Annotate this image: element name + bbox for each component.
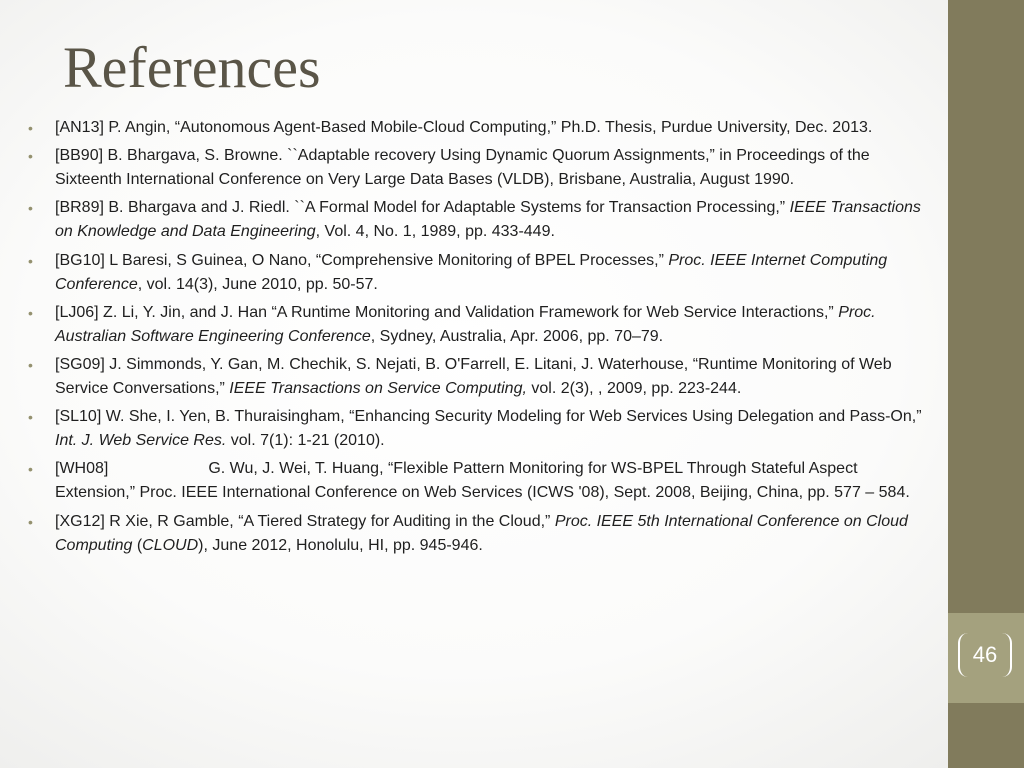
- reference-text: vol. 2(3), , 2009, pp. 223-244.: [526, 379, 742, 397]
- reference-item: [0, 301, 940, 349]
- page-number-box: [948, 613, 1024, 703]
- reference-item: [0, 405, 940, 453]
- reference-text: Z. Li, Y. Jin, and J. Han “A Runtime Monitoring and Validation Framework for Web Service Interactions,”: [103, 303, 839, 321]
- reference-venue: Proc. Australian Software Engineering Conference: [55, 303, 876, 345]
- reference-item: [0, 116, 940, 140]
- reference-item: [0, 196, 940, 244]
- reference-text: , vol. 14(3), June 2010, pp. 50-57.: [137, 275, 378, 293]
- reference-text: , Vol. 4, No. 1, 1989, pp. 433-449.: [315, 223, 555, 241]
- reference-text: B. Bhargava, S. Browne. ``Adaptable recovery Using Dynamic Quorum Assignments,” in Proceedings of the Sixteenth International Conference on Very Large Data Bases (VLDB), Brisbane, Australia, August 1990.: [55, 147, 870, 189]
- reference-text: vol. 7(1): 1-21 (2010).: [226, 432, 385, 450]
- reference-key: [SG09]: [55, 355, 105, 373]
- reference-venue: IEEE Transactions on Knowledge and Data Engineering: [55, 199, 921, 241]
- reference-key: [BB90]: [55, 147, 104, 165]
- reference-key: [XG12]: [55, 512, 105, 530]
- reference-text: (: [132, 536, 143, 554]
- page-number: 46: [958, 633, 1012, 677]
- reference-venue: CLOUD: [142, 536, 199, 554]
- bullet-icon: •: [28, 461, 33, 478]
- reference-text: J. Simmonds, Y. Gan, M. Chechik, S. Nejati, B. O'Farrell, E. Litani, J. Waterhouse, “Runtime Monitoring of Web Service Conversations,”: [55, 355, 892, 397]
- reference-item: [0, 510, 940, 558]
- bullet-icon: •: [28, 513, 33, 530]
- references-list: [0, 116, 940, 562]
- reference-text: L Baresi, S Guinea, O Nano, “Comprehensive Monitoring of BPEL Processes,”: [109, 251, 669, 269]
- reference-key: [BR89]: [55, 199, 104, 217]
- reference-venue: Proc. IEEE Internet Computing Conference: [55, 251, 888, 293]
- page-title: References: [63, 35, 321, 100]
- reference-text: G. Wu, J. Wei, T. Huang, “Flexible Pattern Monitoring for WS-BPEL Through Stateful Aspect Extension,” Proc. IEEE International Conference on Web Services (ICWS '08), Sept. 2008, Beijing, China, pp. 577 – 584.: [55, 460, 910, 502]
- bullet-icon: •: [28, 148, 33, 165]
- reference-key: [LJ06]: [55, 303, 99, 321]
- bullet-icon: •: [28, 200, 33, 217]
- reference-key: [AN13]: [55, 119, 104, 136]
- reference-item: [0, 353, 940, 401]
- reference-item: [0, 249, 940, 297]
- bullet-icon: •: [28, 356, 33, 373]
- reference-key: [WH08]: [55, 460, 109, 478]
- reference-text: P. Angin, “Autonomous Agent-Based Mobile-Cloud Computing,” Ph.D. Thesis, Purdue University, Dec. 2013.: [108, 119, 873, 136]
- reference-venue: IEEE Transactions on Service Computing,: [229, 379, 527, 397]
- reference-venue: Proc. IEEE 5th International Conference on Cloud Computing: [55, 512, 908, 554]
- reference-key: [BG10]: [55, 251, 105, 269]
- reference-key: [SL10]: [55, 408, 102, 426]
- reference-text: R Xie, R Gamble, “A Tiered Strategy for Auditing in the Cloud,”: [109, 512, 555, 530]
- reference-text: B. Bhargava and J. Riedl. ``A Formal Model for Adaptable Systems for Transaction Processing,”: [108, 199, 790, 217]
- bullet-icon: •: [28, 409, 33, 426]
- reference-item: [0, 457, 940, 505]
- bullet-icon: •: [28, 120, 33, 136]
- reference-text: , Sydney, Australia, Apr. 2006, pp. 70–79.: [370, 327, 664, 345]
- bullet-icon: •: [28, 252, 33, 269]
- reference-venue: Int. J. Web Service Res.: [55, 432, 227, 450]
- reference-item: [0, 144, 940, 192]
- reference-text: ), June 2012, Honolulu, HI, pp. 945-946.: [198, 536, 483, 554]
- bullet-icon: •: [28, 304, 33, 321]
- reference-text: W. She, I. Yen, B. Thuraisingham, “Enhancing Security Modeling for Web Services Using Delegation and Pass-On,”: [105, 408, 922, 426]
